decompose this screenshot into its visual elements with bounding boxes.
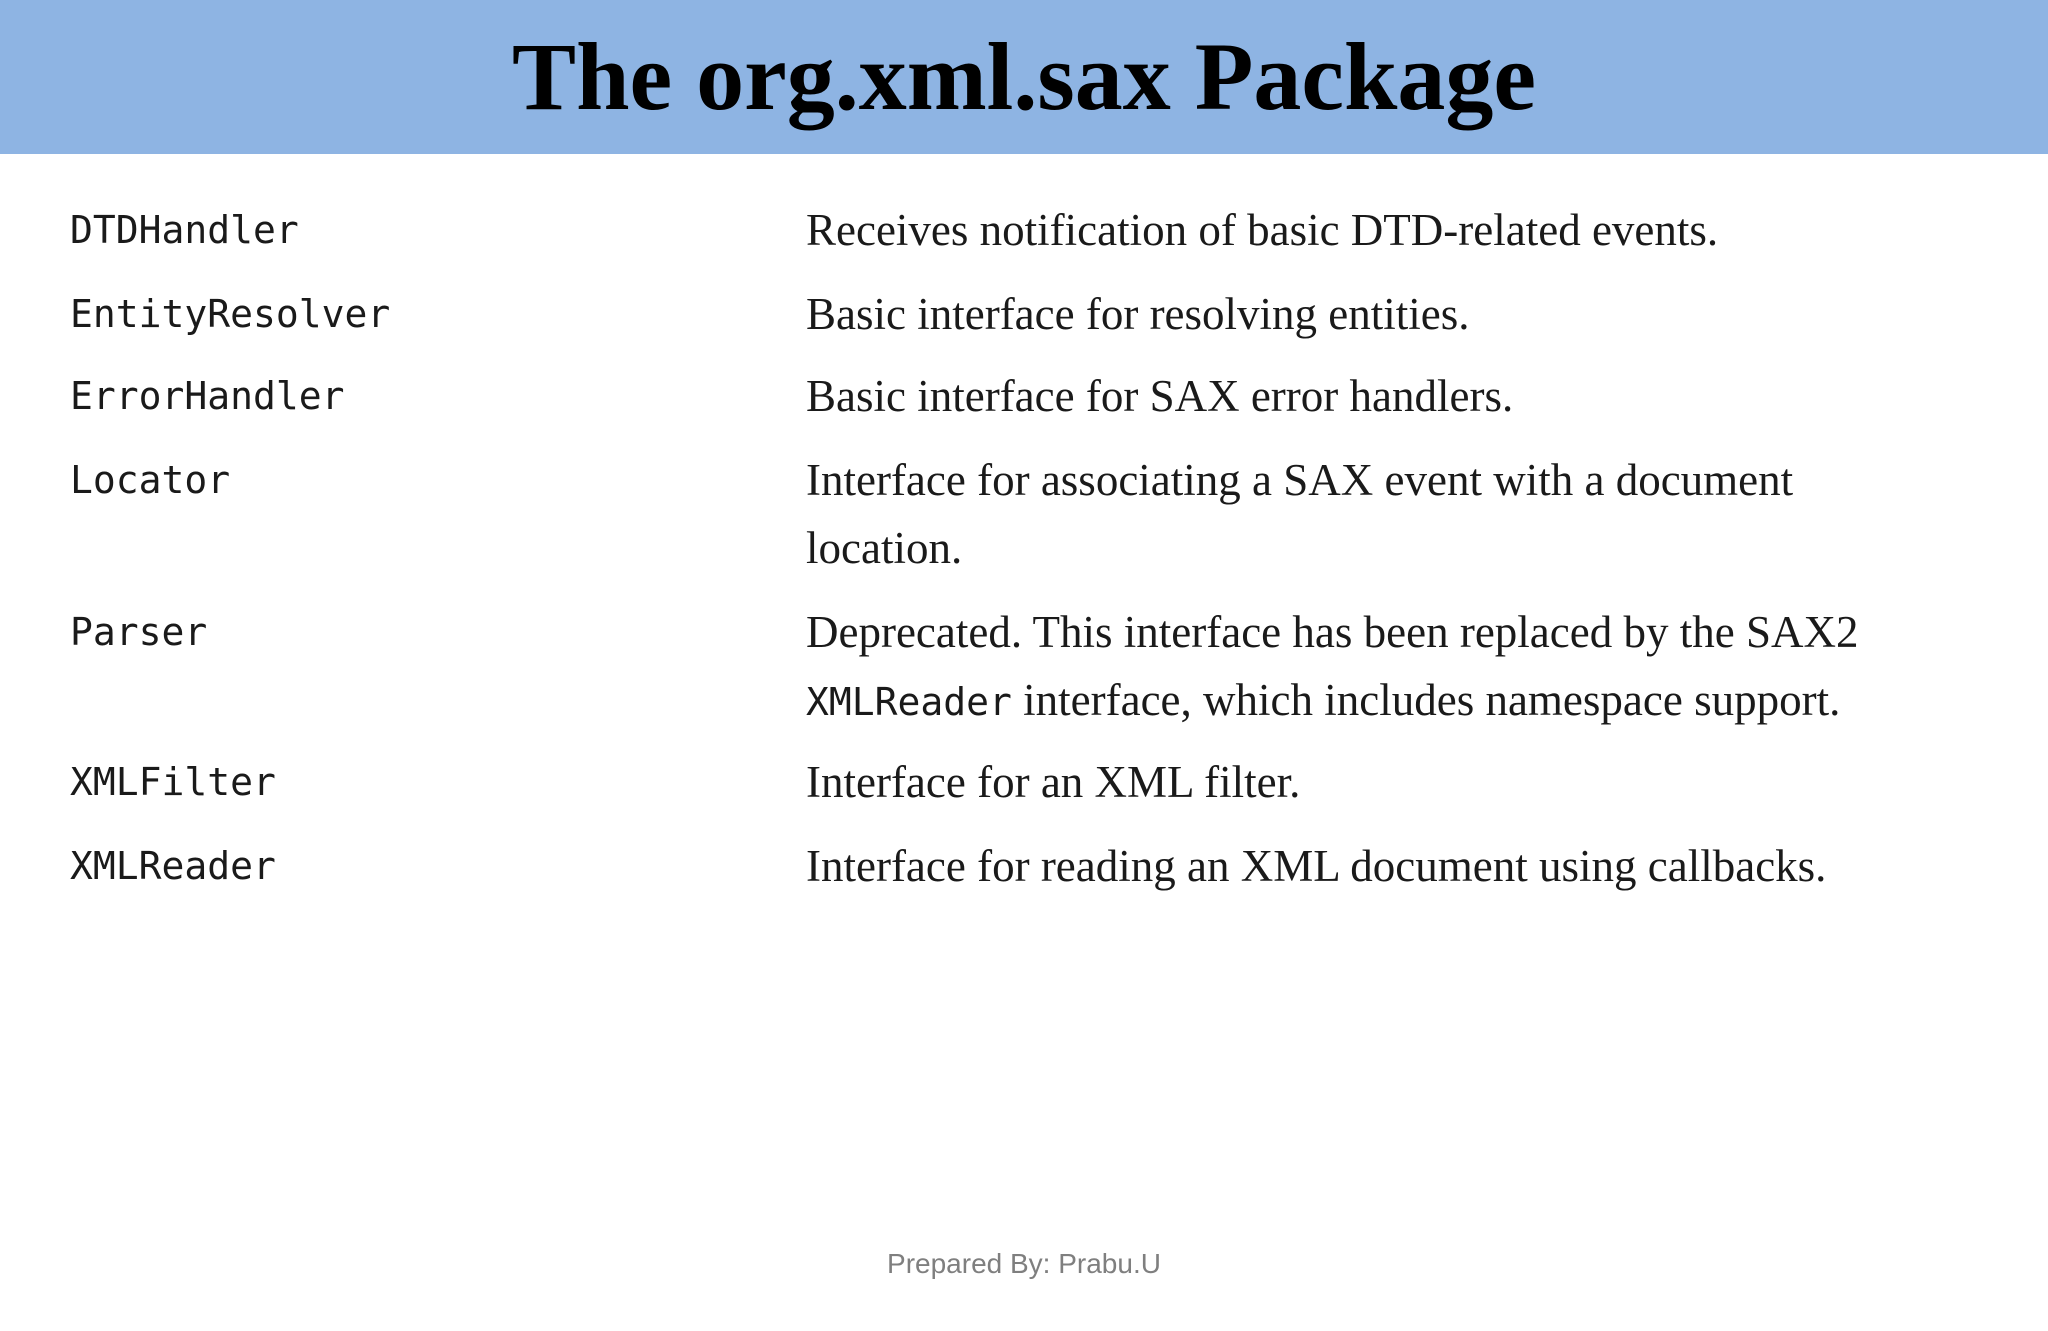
interface-description: Interface for associating a SAX event with a document location. (806, 455, 1794, 573)
inline-code: XMLReader (806, 680, 1012, 724)
title-bar (0, 0, 2048, 154)
interface-name: Locator (70, 458, 231, 502)
description-text: interface, which includes namespace support. (1011, 675, 1841, 725)
footer-credit: Prepared By: Prabu.U (887, 1248, 1161, 1279)
interface-description: Receives notification of basic DTD-related events. (806, 205, 1719, 255)
interface-name: Parser (70, 610, 208, 654)
slide-title: The org.xml.sax Package (512, 23, 1536, 130)
interface-name: ErrorHandler (70, 374, 345, 418)
interface-description (806, 598, 2036, 736)
interface-name: DTDHandler (70, 208, 299, 252)
interface-description: Interface for reading an XML document using callbacks. (806, 841, 1827, 891)
interface-description: Basic interface for resolving entities. (806, 289, 1470, 339)
interface-name: XMLFilter (70, 760, 276, 804)
interface-name: EntityResolver (70, 292, 391, 336)
interface-description: Basic interface for SAX error handlers. (806, 371, 1514, 421)
interface-description: Interface for an XML filter. (806, 757, 1301, 807)
description-text: Deprecated. This interface has been replaced by the SAX2 (806, 607, 1859, 657)
interface-name: XMLReader (70, 844, 276, 888)
